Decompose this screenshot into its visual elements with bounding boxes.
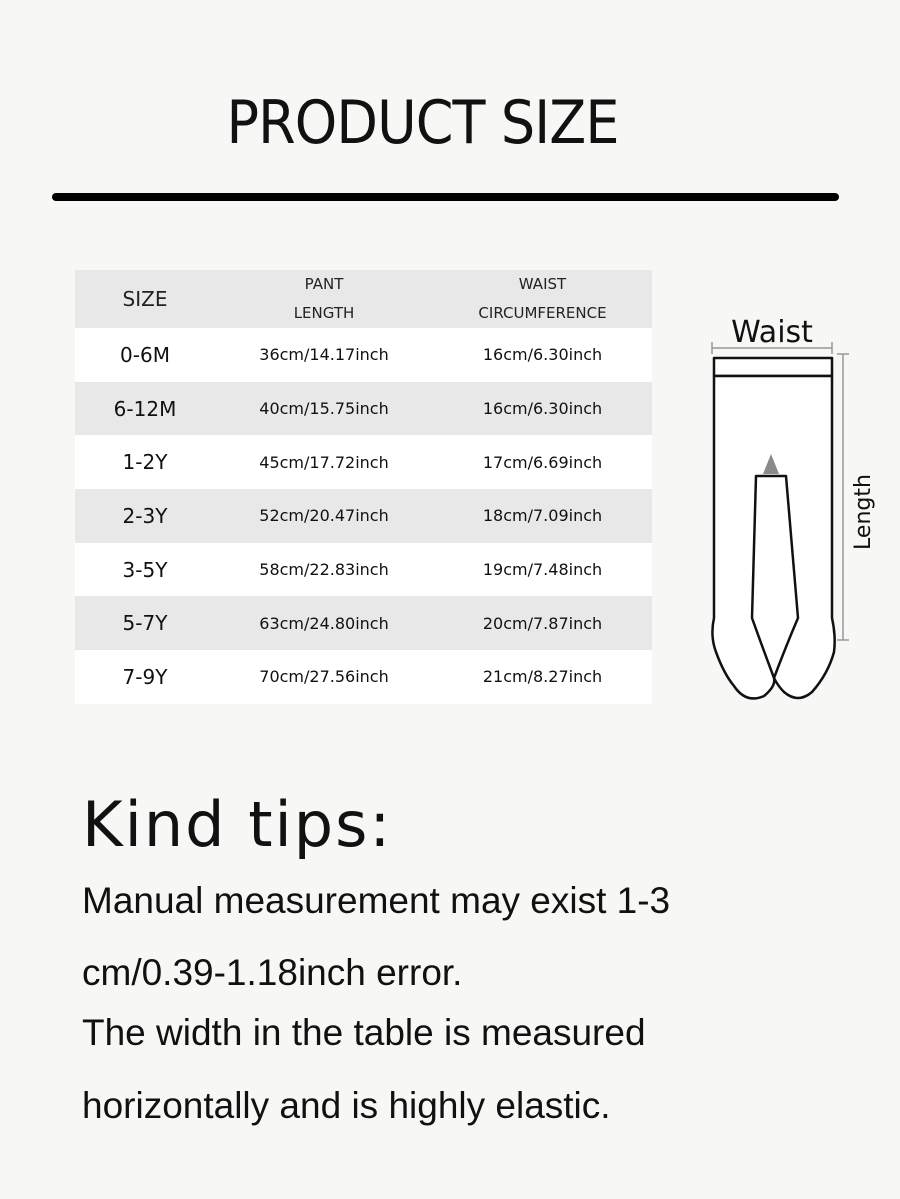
table-row [75,650,652,704]
header-waist-line1: WAIST [518,275,567,293]
pant-length-cell: 70cm/27.56inch [215,650,433,704]
tights-measurement-diagram [690,300,880,710]
size-cell: 0-6M [75,328,215,382]
header-pant-length [215,270,433,328]
header-waist-circumference [433,270,652,328]
size-cell: 2-3Y [75,489,215,543]
length-label: Length [851,474,876,550]
table-row [75,328,652,382]
title-divider [52,193,839,201]
tip-line-1: Manual measurement may exist 1-3 [82,880,671,921]
waist-cell: 17cm/6.69inch [433,435,652,489]
header-pant-line1: PANT [304,275,344,293]
pant-length-cell: 52cm/20.47inch [215,489,433,543]
tip-line-2: cm/0.39-1.18inch error. [82,952,463,993]
pant-length-cell: 58cm/22.83inch [215,543,433,597]
pant-length-cell: 40cm/15.75inch [215,382,433,436]
size-cell: 5-7Y [75,596,215,650]
page-title: PRODUCT SIZE [226,88,619,158]
table-row [75,435,652,489]
tips-heading: Kind tips: [82,788,393,861]
tip-line-4: horizontally and is highly elastic. [82,1085,611,1126]
size-cell: 6-12M [75,382,215,436]
tights-outline-icon [712,358,834,698]
header-waist-line2: CIRCUMFERENCE [478,304,607,322]
size-cell: 1-2Y [75,435,215,489]
waist-label: Waist [731,315,813,350]
size-cell: 3-5Y [75,543,215,597]
header-size: SIZE [75,270,215,328]
pant-length-cell: 36cm/14.17inch [215,328,433,382]
size-table-header-row [75,270,652,328]
size-cell: 7-9Y [75,650,215,704]
waist-cell: 21cm/8.27inch [433,650,652,704]
table-row [75,489,652,543]
length-dimension-line [837,354,849,640]
size-table [75,270,652,704]
waist-cell: 18cm/7.09inch [433,489,652,543]
pant-length-cell: 45cm/17.72inch [215,435,433,489]
header-pant-line2: LENGTH [293,304,355,322]
waist-cell: 16cm/6.30inch [433,328,652,382]
table-row [75,543,652,597]
tip-line-3: The width in the table is measured [82,1012,646,1053]
table-row [75,382,652,436]
waist-cell: 20cm/7.87inch [433,596,652,650]
pant-length-cell: 63cm/24.80inch [215,596,433,650]
waist-cell: 16cm/6.30inch [433,382,652,436]
waist-cell: 19cm/7.48inch [433,543,652,597]
table-row [75,596,652,650]
